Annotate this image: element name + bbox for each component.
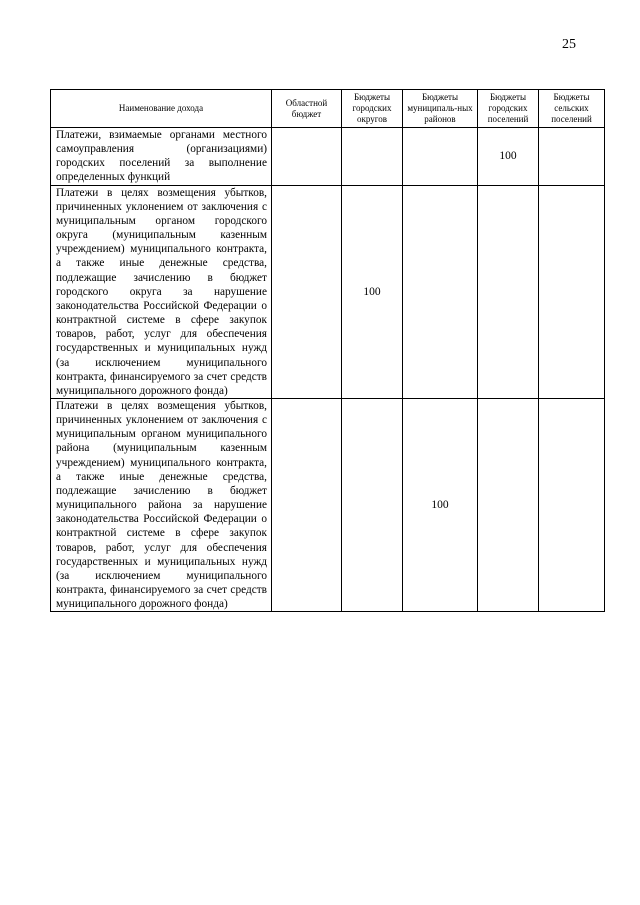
regional-budget-cell — [272, 185, 342, 398]
municipal-district-cell — [403, 128, 478, 186]
header-regional-budget: Областной бюджет — [272, 90, 342, 128]
urban-settlement-cell — [478, 398, 539, 611]
regional-budget-cell — [272, 398, 342, 611]
header-income-name: Наименование дохода — [51, 90, 272, 128]
table-row — [51, 128, 605, 186]
regional-budget-cell — [272, 128, 342, 186]
urban-settlement-cell — [478, 185, 539, 398]
income-name-cell: Платежи, взимаемые органами местного самоуправления (организациями) городских поселений за выполнение определенных функций — [51, 128, 272, 186]
header-city-district-budgets: Бюджеты городских округов — [342, 90, 403, 128]
urban-settlement-cell: 100 — [478, 128, 539, 186]
rural-settlement-cell — [539, 398, 605, 611]
municipal-district-cell — [403, 185, 478, 398]
page-number: 25 — [562, 37, 576, 52]
header-rural-settlement-budgets: Бюджеты сельских поселений — [539, 90, 605, 128]
header-municipal-district-budgets: Бюджеты муниципаль-ных районов — [403, 90, 478, 128]
rural-settlement-cell — [539, 185, 605, 398]
header-urban-settlement-budgets: Бюджеты городских поселений — [478, 90, 539, 128]
city-district-cell: 100 — [342, 185, 403, 398]
city-district-cell — [342, 128, 403, 186]
municipal-district-cell: 100 — [403, 398, 478, 611]
table-row — [51, 398, 605, 611]
income-name-cell: Платежи в целях возмещения убытков, причиненных уклонением от заключения с муниципальным органом городского округа (муниципальным казенным учреждением) муниципального контракта, а также иные денежные средства, подлежащие зачислению в бюджет городского округа за нарушение законодательства Российской Федерации о контрактной системе в сфере закупок товаров, работ, услуг для обеспечения государственных и муниципальных нужд (за исключением муниципального контракта, финансируемого за счет средств муниципального дорожного фонда) — [51, 185, 272, 398]
table-header-row — [51, 90, 605, 128]
income-distribution-table — [50, 89, 605, 612]
table-row — [51, 185, 605, 398]
income-name-cell: Платежи в целях возмещения убытков, причиненных уклонением от заключения с муниципальным органом муниципального района (муниципальным казенным учреждением) муниципального контракта, а также иные денежные средства, подлежащие зачислению в бюджет муниципального района за нарушение законодательства Российской Федерации о контрактной системе в сфере закупок товаров, работ, услуг для обеспечения государственных и муниципальных нужд (за исключением муниципального контракта, финансируемого за счет средств муниципального дорожного фонда) — [51, 398, 272, 611]
city-district-cell — [342, 398, 403, 611]
rural-settlement-cell — [539, 128, 605, 186]
